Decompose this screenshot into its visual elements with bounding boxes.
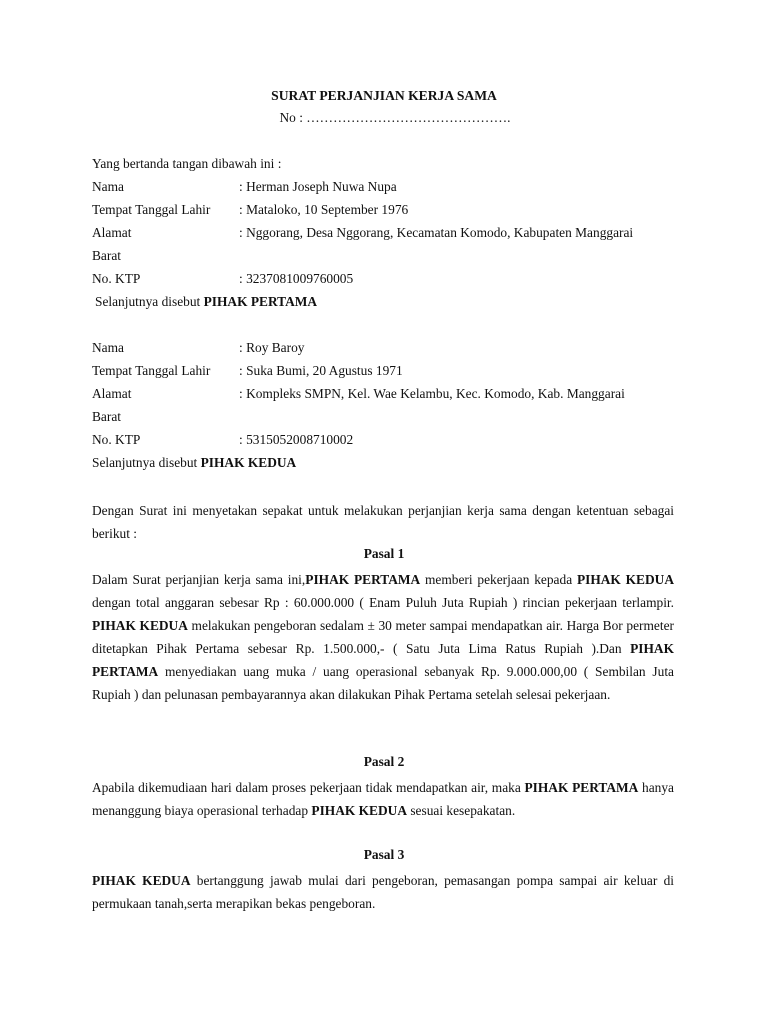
text-run: Dalam Surat perjanjian kerja sama ini, bbox=[92, 572, 306, 587]
text-run: Apabila dikemudiaan hari dalam proses pekerjaan tidak mendapatkan air, maka bbox=[92, 780, 525, 795]
pasal1-paragraph bbox=[92, 568, 674, 706]
party1-ttl-value: : Mataloko, 10 September 1976 bbox=[239, 202, 409, 217]
text-run: dengan total anggaran sebesar Rp : 60.000.000 ( Enam Puluh Juta Rupiah ) rincian pekerjaan terlampir. bbox=[92, 595, 674, 610]
designation-name: PIHAK KEDUA bbox=[200, 455, 297, 470]
party1-address-cont: Barat bbox=[92, 248, 121, 263]
party1-name-label: Nama bbox=[92, 179, 124, 194]
document-title: SURAT PERJANJIAN KERJA SAMA bbox=[271, 88, 497, 103]
party1-ktp-value: : 3237081009760005 bbox=[239, 271, 354, 286]
designation-prefix: Selanjutnya disebut bbox=[92, 455, 201, 470]
text-run: bertanggung jawab mulai dari pengeboran, pemasangan pompa sampai air keluar di permukaan tanah,serta merapikan bekas pengeboran. bbox=[92, 873, 674, 911]
party1-designation bbox=[95, 294, 317, 310]
designation-name: PIHAK PERTAMA bbox=[203, 294, 318, 309]
party1-address-label: Alamat bbox=[92, 225, 132, 240]
bold-run: PIHAK PERTAMA bbox=[92, 641, 674, 679]
party2-address-value: : Kompleks SMPN, Kel. Wae Kelambu, Kec. Komodo, Kab. Manggarai bbox=[239, 386, 625, 401]
party1-ttl-label: Tempat Tanggal Lahir bbox=[92, 202, 211, 217]
agreement-paragraph: Dengan Surat ini menyetakan sepakat untuk melakukan perjanjian kerja sama dengan ketentuan sebagai berikut : bbox=[92, 503, 674, 541]
party2-ktp-value: : 5315052008710002 bbox=[239, 432, 354, 447]
pasal2-paragraph bbox=[92, 776, 674, 822]
text-run: hanya menanggung biaya operasional terhadap bbox=[92, 780, 674, 818]
party1-address-value: : Nggorang, Desa Nggorang, Kecamatan Komodo, Kabupaten Manggarai bbox=[239, 225, 634, 240]
text-run: melakukan pengeboran sedalam ± 30 meter sampai mendapatkan air. Harga Bor permeter ditetapkan Pihak Pertama sebesar Rp. 1.500.000,- ( Satu Juta Lima Ratus Rupiah ).Dan bbox=[92, 618, 674, 656]
bold-run: PIHAK KEDUA bbox=[311, 803, 407, 818]
pasal2-heading: Pasal 2 bbox=[363, 754, 405, 769]
document-number: No : ………………………………………. bbox=[279, 110, 511, 125]
party2-ktp-label: No. KTP bbox=[92, 432, 141, 447]
party2-ttl-label: Tempat Tanggal Lahir bbox=[92, 363, 211, 378]
party1-ktp-label: No. KTP bbox=[92, 271, 141, 286]
intro-text: Yang bertanda tangan dibawah ini : bbox=[92, 156, 282, 171]
text-run: memberi pekerjaan kepada bbox=[420, 572, 577, 587]
party2-address-label: Alamat bbox=[92, 386, 132, 401]
party1-name-value: : Herman Joseph Nuwa Nupa bbox=[239, 179, 397, 194]
party2-ttl-value: : Suka Bumi, 20 Agustus 1971 bbox=[239, 363, 403, 378]
pasal1-heading: Pasal 1 bbox=[363, 546, 405, 561]
text-run: sesuai kesepakatan. bbox=[407, 803, 516, 818]
pasal3-paragraph bbox=[92, 869, 674, 915]
party2-name-value: : Roy Baroy bbox=[239, 340, 305, 355]
bold-run: PIHAK PERTAMA bbox=[305, 572, 421, 587]
pasal3-heading: Pasal 3 bbox=[363, 847, 405, 862]
bold-run: PIHAK KEDUA bbox=[92, 618, 188, 633]
party2-designation bbox=[92, 455, 296, 471]
party2-address-cont: Barat bbox=[92, 409, 121, 424]
bold-run: PIHAK KEDUA bbox=[576, 572, 674, 587]
designation-prefix: Selanjutnya disebut bbox=[95, 294, 204, 309]
bold-run: PIHAK PERTAMA bbox=[524, 780, 639, 795]
text-run: menyediakan uang muka / uang operasional sebanyak Rp. 9.000.000,00 ( Sembilan Juta Rupiah ) dan pelunasan pembayarannya akan dilakukan Pihak Pertama setelah selesai pekerjaan. bbox=[92, 664, 674, 702]
bold-run: PIHAK KEDUA bbox=[92, 873, 191, 888]
party2-name-label: Nama bbox=[92, 340, 124, 355]
